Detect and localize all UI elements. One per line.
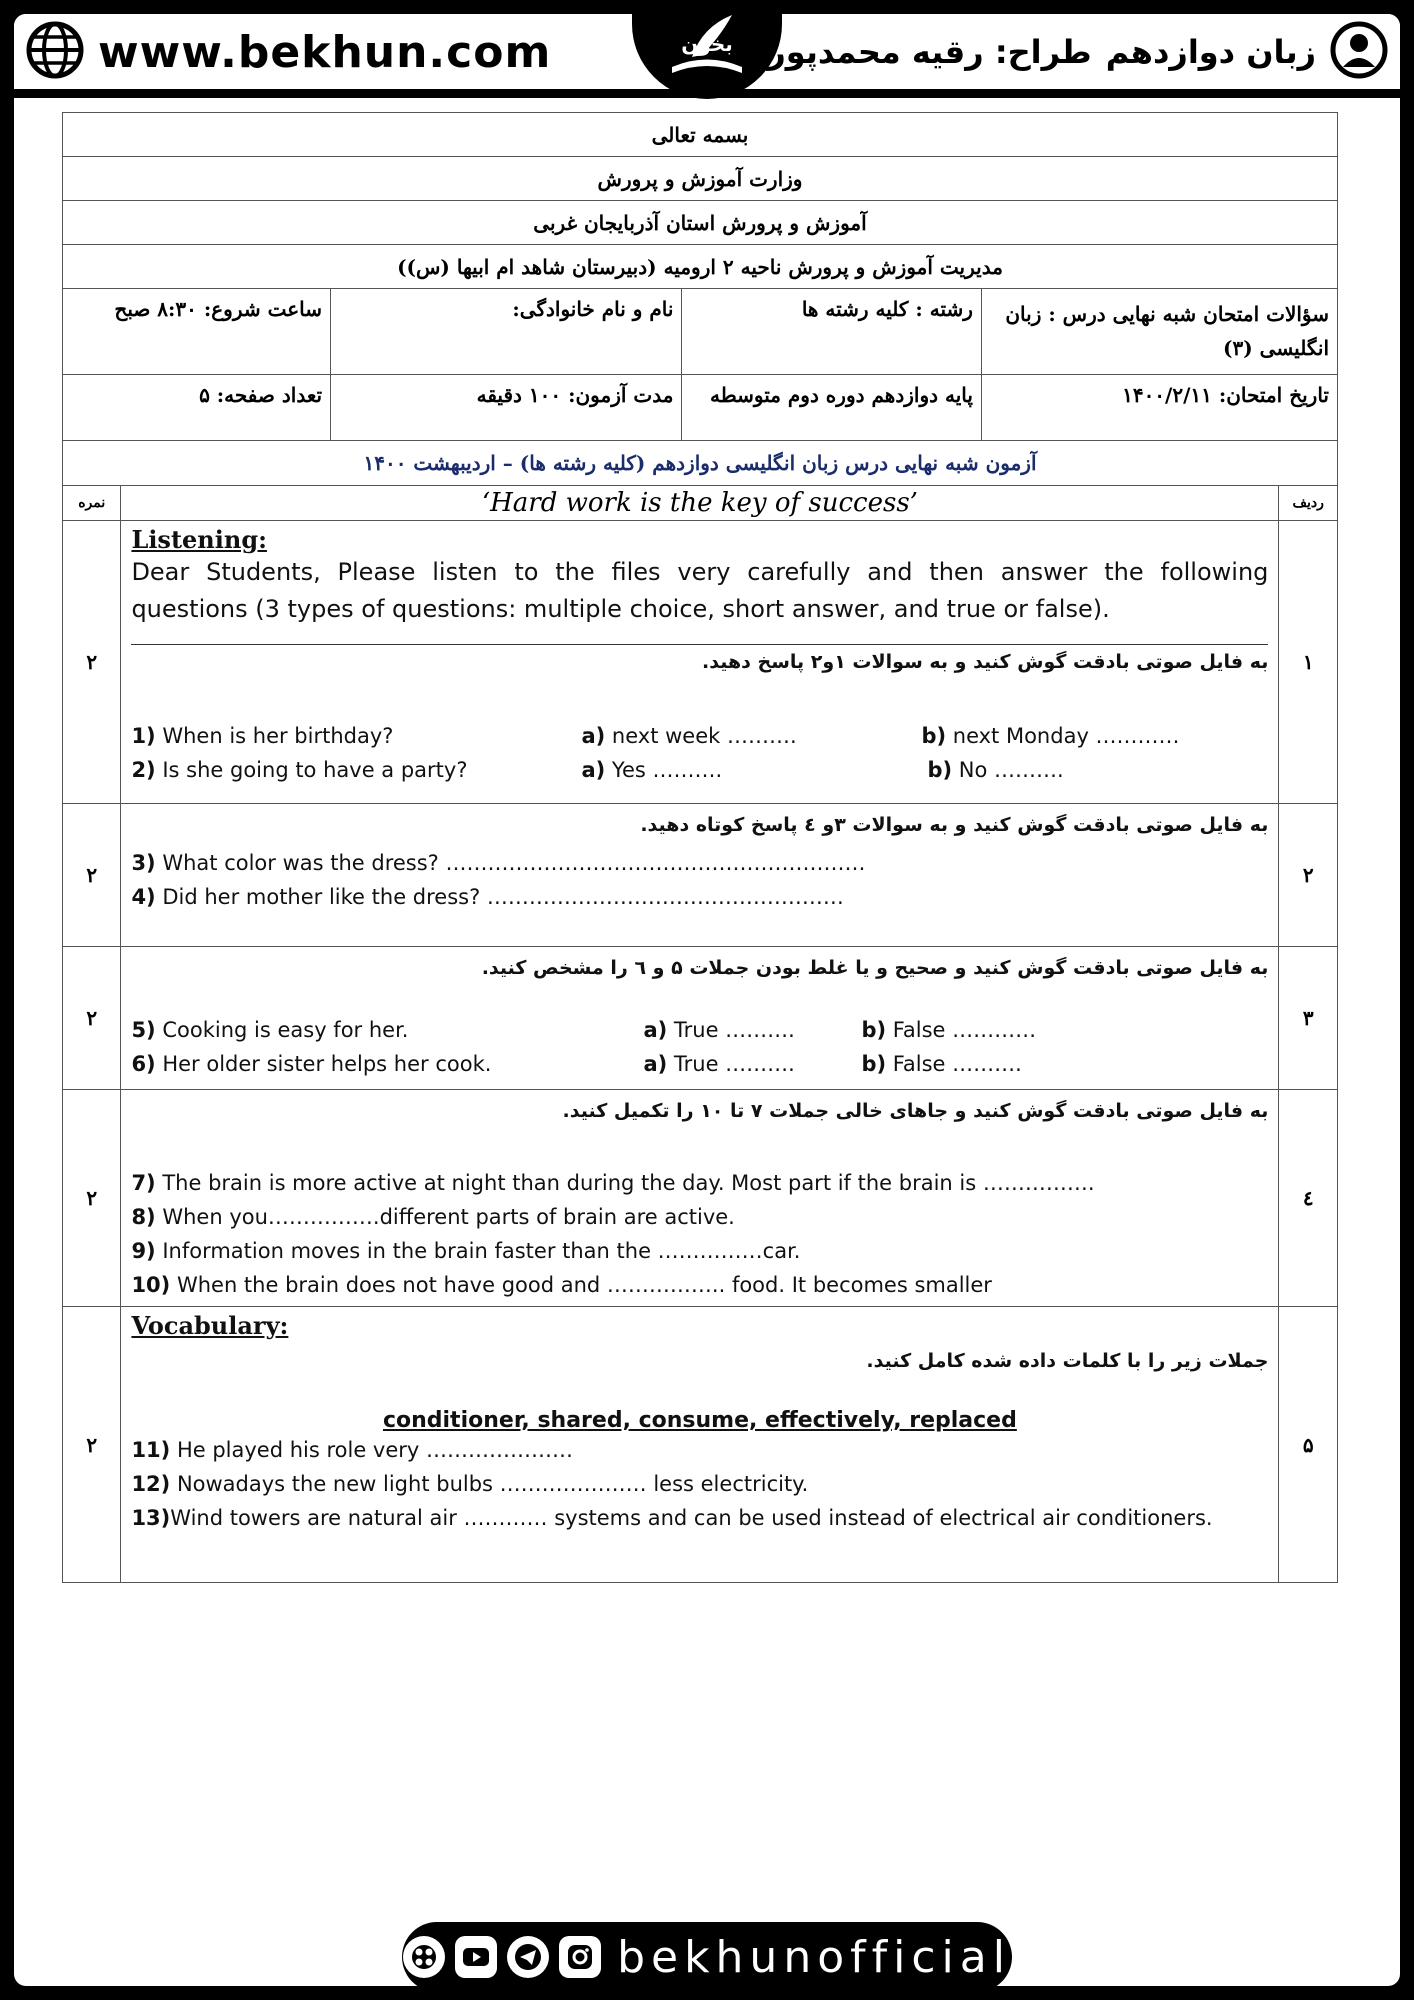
user-icon bbox=[1330, 21, 1388, 83]
question-6: 6) Her older sister helps her cook. a) True ………. b) False ………. bbox=[131, 1052, 1022, 1076]
section-score: ۲ bbox=[63, 1307, 121, 1583]
exam-duration: مدت آزمون: ۱۰۰ دقیقه bbox=[331, 375, 682, 441]
question-9: 9) Information moves in the brain faster than the ……………car. bbox=[131, 1239, 801, 1263]
section-4 bbox=[63, 1090, 1338, 1307]
instruction: به فایل صوتی بادقت گوش کنید و صحیح و یا غلط بودن جملات ۵ و ٦ را مشخص کنید. bbox=[481, 957, 1269, 979]
school-name: مدیریت آموزش و پرورش ناحیه ۲ ارومیه (دبیرستان شاهد ام ابیها (س)) bbox=[63, 245, 1338, 289]
section-1 bbox=[63, 521, 1338, 804]
motto: ‘Hard work is the key of success’ bbox=[121, 486, 1279, 521]
page-header bbox=[14, 14, 1400, 98]
section-row-number: ۵ bbox=[1279, 1307, 1338, 1583]
section-row-number: ۲ bbox=[1279, 804, 1338, 947]
site-url[interactable]: www.bekhun.com bbox=[98, 26, 552, 78]
score-column-header: نمره bbox=[63, 486, 121, 521]
exam-date: تاریخ امتحان: ۱۴۰۰/۲/۱۱ bbox=[981, 375, 1337, 441]
instruction: به فایل صوتی بادقت گوش کنید و جاهای خالی جملات ۷ تا ۱۰ را تکمیل کنید. bbox=[562, 1100, 1269, 1122]
row-column-header: ردیف bbox=[1279, 486, 1338, 521]
instruction: جملات زیر را با کلمات داده شده کامل کنید. bbox=[866, 1350, 1269, 1372]
ministry: وزارت آموزش و پرورش bbox=[63, 157, 1338, 201]
field-of-study: رشته : کلیه رشته ها bbox=[682, 289, 982, 375]
social-footer bbox=[402, 1922, 1012, 1986]
section-5 bbox=[63, 1307, 1338, 1583]
question-3: 3) What color was the dress? …………………………………………………… bbox=[131, 851, 866, 875]
question-8: 8) When you…………….different parts of brain are active. bbox=[131, 1205, 735, 1229]
designer-name: طراح: رقیه محمدپور bbox=[767, 33, 1092, 71]
section-row-number: ۱ bbox=[1279, 521, 1338, 804]
social-handle[interactable]: bekhunofficial bbox=[617, 1931, 1011, 1983]
divider bbox=[131, 644, 1268, 645]
section-score: ۲ bbox=[63, 521, 121, 804]
question-7: 7) The brain is more active at night than during the day. Most part if the brain is ……………. bbox=[131, 1171, 1095, 1195]
exam-table bbox=[62, 112, 1338, 1583]
section-row-number: ٤ bbox=[1279, 1090, 1338, 1307]
question-2: 2) Is she going to have a party? a) Yes ………. b) No ………. bbox=[131, 758, 1064, 782]
section-score: ۲ bbox=[63, 804, 121, 947]
question-10: 10) When the brain does not have good and …………….. food. It becomes smaller bbox=[131, 1273, 992, 1297]
section-2 bbox=[63, 804, 1338, 947]
brand-logo bbox=[632, 14, 782, 99]
section-3 bbox=[63, 947, 1338, 1090]
logo-text: بخون bbox=[681, 31, 733, 56]
page-count: تعداد صفحه: ۵ bbox=[63, 375, 331, 441]
instagram-icon[interactable] bbox=[559, 1936, 601, 1978]
book-quill-icon bbox=[662, 14, 752, 87]
grade-level: پایه دوازدهم دوره دوم متوسطه bbox=[682, 375, 982, 441]
aparat-icon[interactable] bbox=[403, 1936, 445, 1978]
student-name-field: نام و نام خانوادگی: bbox=[331, 289, 682, 375]
question-11: 11) He played his role very ………………… bbox=[131, 1438, 574, 1462]
subject-block bbox=[767, 22, 1388, 82]
question-5: 5) Cooking is easy for her. a) True ………. b) False ………… bbox=[131, 1018, 1037, 1042]
listening-intro: Dear Students, Please listen to the files very carefully and then answer the following questions (3 types of questions: multiple choice, short answer, and true or false). bbox=[131, 558, 1269, 623]
instruction: به فایل صوتی بادقت گوش کنید و به سوالات ۱و۲ پاسخ دهید. bbox=[702, 651, 1269, 673]
telegram-icon[interactable] bbox=[507, 1936, 549, 1978]
question-4: 4) Did her mother like the dress? …………………………………………… bbox=[131, 885, 844, 909]
site-block bbox=[26, 22, 551, 82]
instruction: به فایل صوتی بادقت گوش کنید و به سوالات ۳و ٤ پاسخ کوتاه دهید. bbox=[640, 814, 1269, 836]
start-time: ساعت شروع: ۸:۳۰ صبح bbox=[63, 289, 331, 375]
province-office: آموزش و پرورش استان آذربایجان غربی bbox=[63, 201, 1338, 245]
bismillah: بسمه تعالی bbox=[63, 113, 1338, 157]
vocabulary-heading: Vocabulary: bbox=[131, 1311, 289, 1340]
section-score: ۲ bbox=[63, 1090, 121, 1307]
globe-icon bbox=[26, 21, 84, 83]
section-score: ۲ bbox=[63, 947, 121, 1090]
youtube-icon[interactable] bbox=[455, 1936, 497, 1978]
exam-title: آزمون شبه نهایی درس زبان انگلیسی دوازدهم (کلیه رشته ها) – اردیبهشت ۱۴۰۰ bbox=[63, 441, 1338, 486]
exam-page bbox=[14, 14, 1400, 1986]
listening-heading: Listening: bbox=[131, 525, 267, 554]
word-bank: conditioner, shared, consume, effectively, replaced bbox=[382, 1408, 1017, 1433]
section-row-number: ۳ bbox=[1279, 947, 1338, 1090]
question-12: 12) Nowadays the new light bulbs ………………… less electricity. bbox=[131, 1472, 809, 1496]
exam-questions-course: سؤالات امتحان شبه نهایی درس : زبان انگلیسی (۳) bbox=[981, 289, 1337, 375]
subject-title: زبان دوازدهم bbox=[1105, 33, 1316, 71]
question-1: 1) When is her birthday? a) next week ………. b) next Monday ………… bbox=[131, 724, 1180, 748]
question-13: 13)Wind towers are natural air ………… systems and can be used instead of electrical air conditioners. bbox=[131, 1506, 1213, 1530]
